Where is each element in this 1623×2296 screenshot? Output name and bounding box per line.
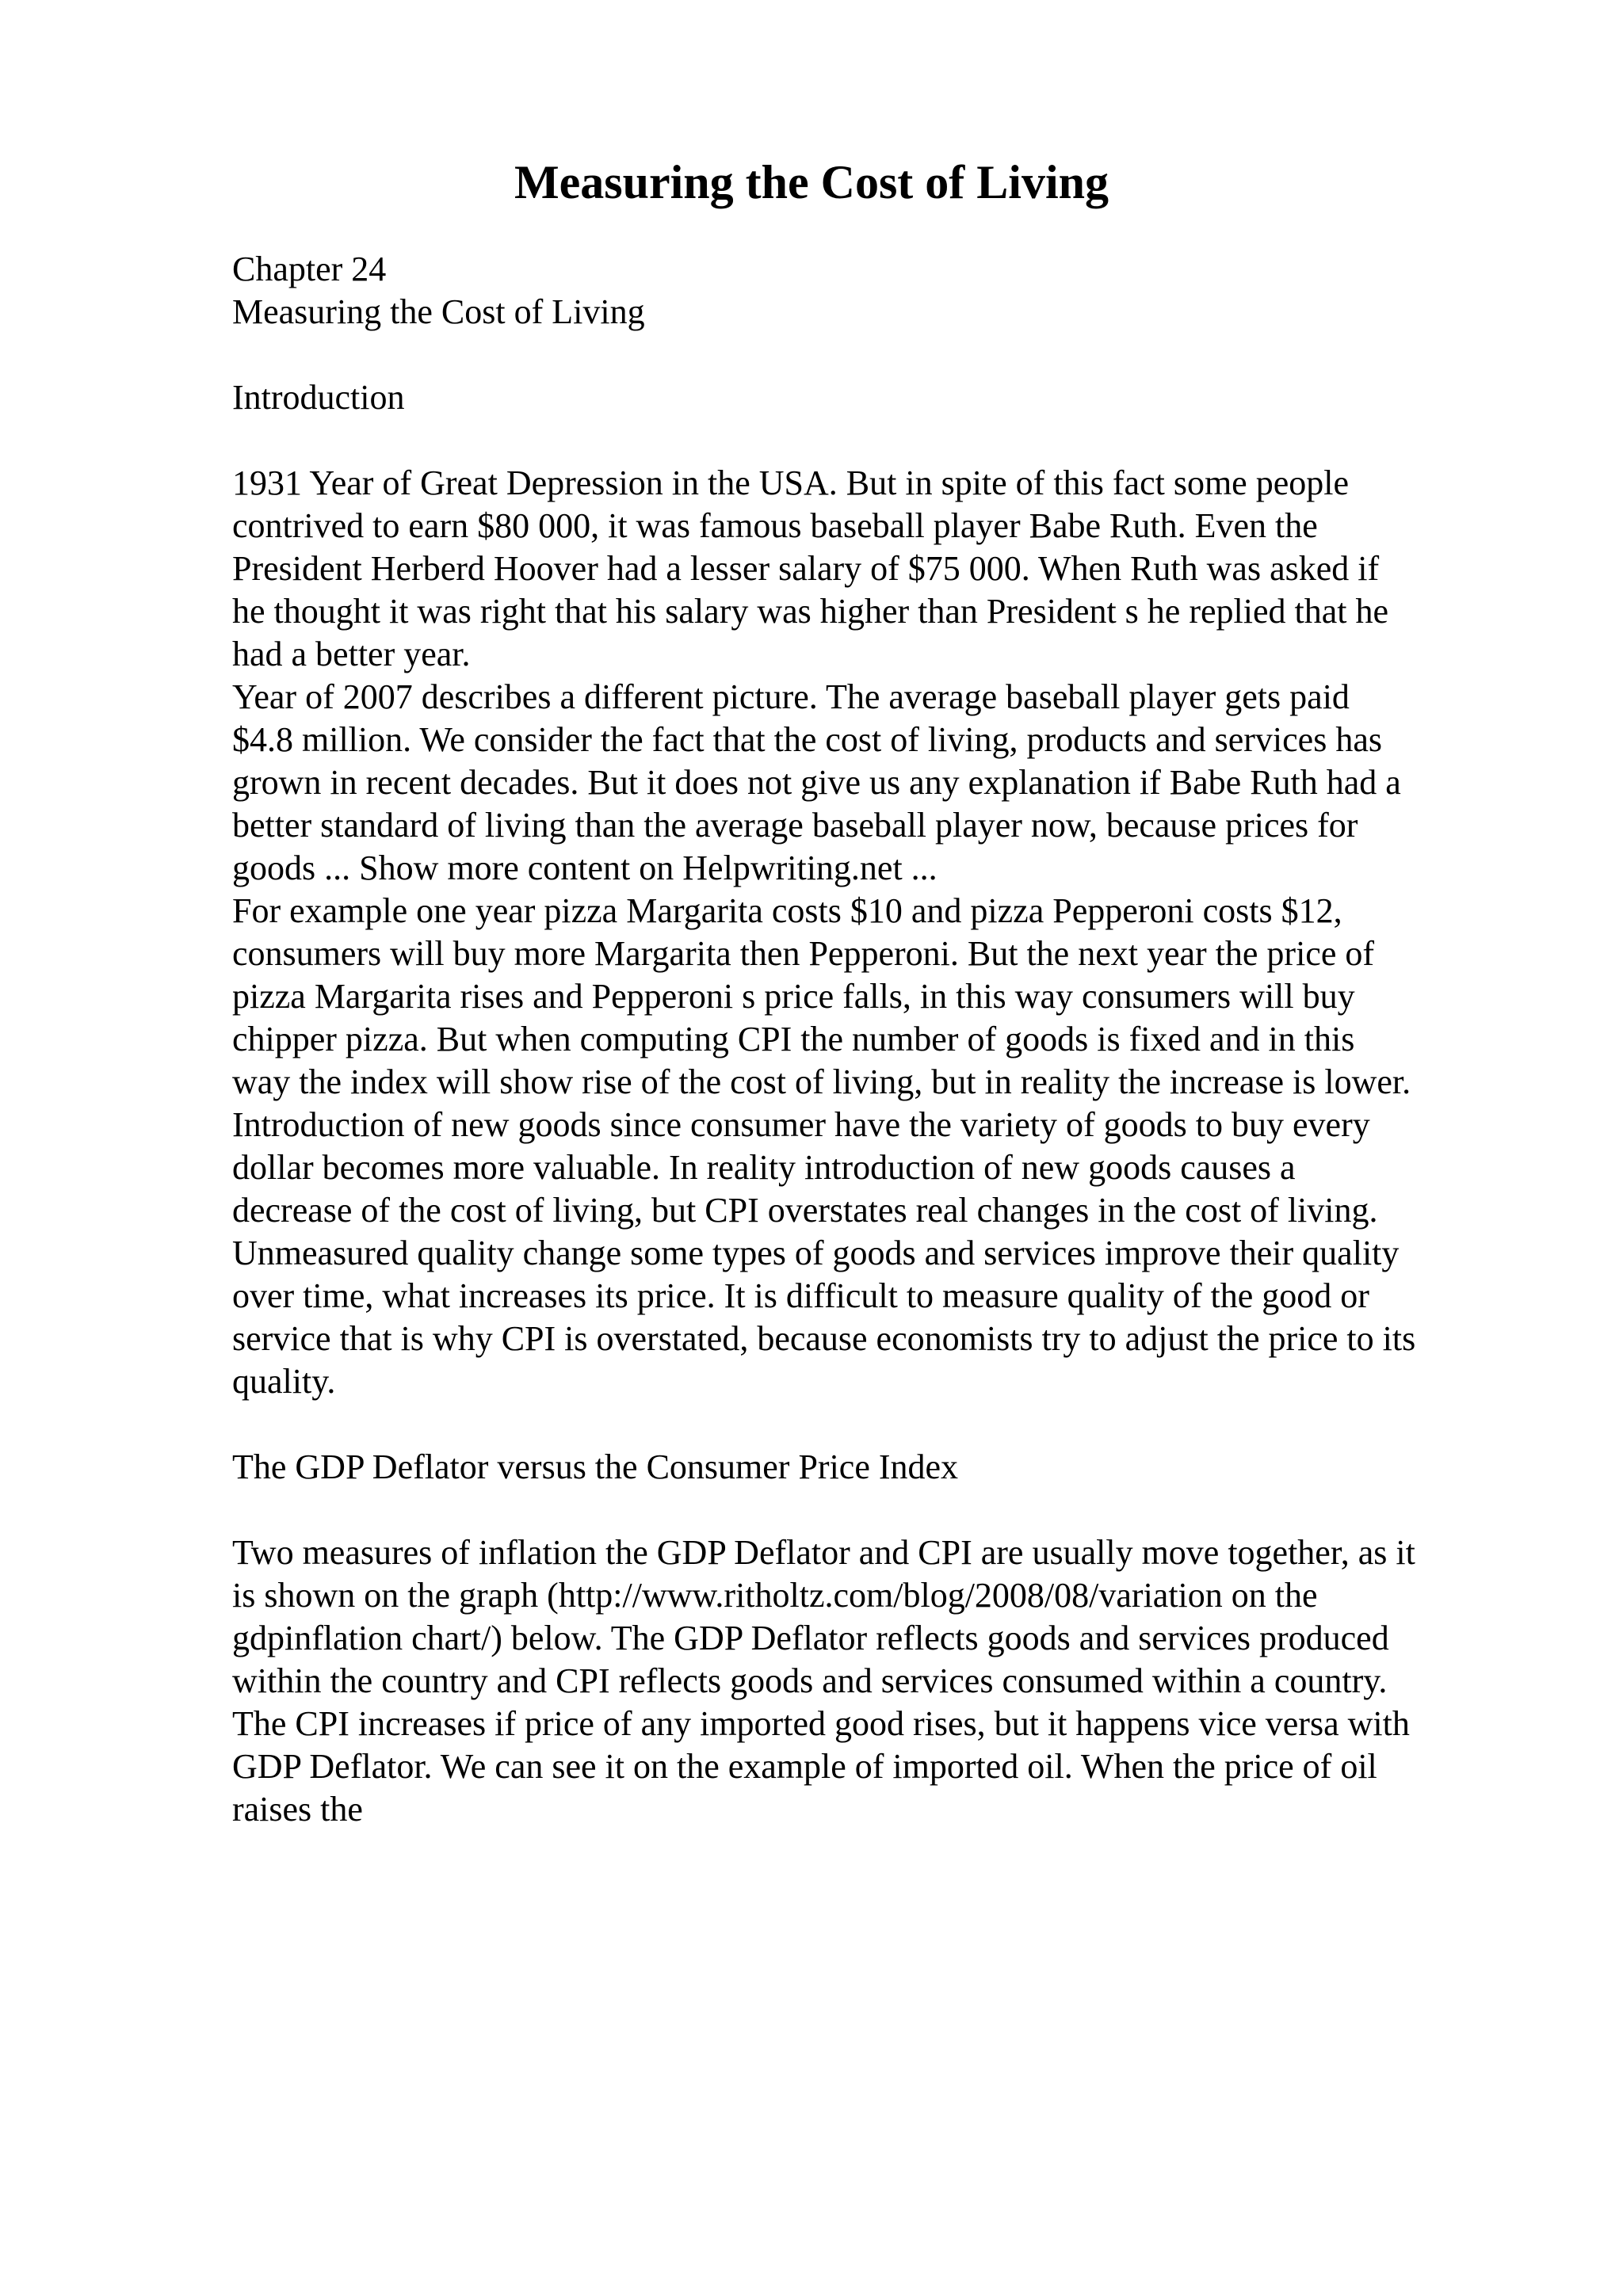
text-line: raises the [232,1790,363,1829]
introduction-text [232,462,1500,1403]
text-line: Two measures of inflation the GDP Deflator and CPI are usually move together, as it [232,1533,1415,1572]
text-line: grown in recent decades. But it does not give us any explanation if Babe Ruth had a [232,763,1401,802]
text-line: quality. [232,1362,336,1401]
paragraph-gap [232,1489,1500,1531]
text-line: Introduction of new goods since consumer have the variety of goods to buy every [232,1105,1370,1144]
document-body [232,248,1500,1831]
text-line: $4.8 million. We consider the fact that the cost of living, products and services has [232,720,1382,759]
text-line: GDP Deflator. We can see it on the example of imported oil. When the price of oil [232,1747,1377,1786]
section-heading-gdp-deflator: The GDP Deflator versus the Consumer Price Index [232,1447,959,1486]
text-line: dollar becomes more valuable. In reality introduction of new goods causes a [232,1148,1296,1187]
text-line: had a better year. [232,635,471,673]
text-line: goods ... Show more content on Helpwriting.net ... [232,849,938,887]
text-line: better standard of living than the average baseball player now, because prices for [232,806,1358,845]
text-line: Unmeasured quality change some types of goods and services improve their quality [232,1234,1400,1272]
text-line: pizza Margarita rises and Pepperoni s price falls, in this way consumers will buy [232,977,1355,1016]
text-line: over time, what increases its price. It is difficult to measure quality of the good or [232,1276,1369,1315]
chapter-subtitle: Measuring the Cost of Living [232,292,645,331]
text-line: contrived to earn $80 000, it was famous baseball player Babe Ruth. Even the [232,506,1318,545]
text-line: consumers will buy more Margarita then Pepperoni. But the next year the price of [232,934,1374,973]
text-line: decrease of the cost of living, but CPI overstates real changes in the cost of living. [232,1191,1378,1230]
text-line: way the index will show rise of the cost of living, but in reality the increase is lower. [232,1062,1411,1101]
gdp-deflator-text [232,1531,1500,1831]
text-line: service that is why CPI is overstated, because economists try to adjust the price to its [232,1319,1416,1358]
text-line: 1931 Year of Great Depression in the USA. But in spite of this fact some people [232,463,1349,502]
text-line: Year of 2007 describes a different picture. The average baseball player gets paid [232,677,1350,716]
paragraph-gap [232,1403,1500,1446]
chapter-label: Chapter 24 [232,250,387,288]
text-line: is shown on the graph (http://www.ritholtz.com/blog/2008/08/variation on the [232,1576,1318,1615]
text-line: he thought it was right that his salary was higher than President s he replied that he [232,592,1389,631]
text-line: gdpinflation chart/) below. The GDP Deflator reflects goods and services produced [232,1619,1389,1657]
text-line: chipper pizza. But when computing CPI the number of goods is fixed and in this [232,1020,1355,1058]
paragraph-gap [232,419,1500,462]
document-title: Measuring the Cost of Living [514,156,1109,208]
paragraph-gap [232,334,1500,376]
text-line: within the country and CPI reflects goods and services consumed within a country. [232,1661,1388,1700]
text-line: The CPI increases if price of any imported good rises, but it happens vice versa with [232,1704,1410,1743]
text-line: For example one year pizza Margarita costs $10 and pizza Pepperoni costs $12, [232,891,1342,930]
text-line: President Herberd Hoover had a lesser salary of $75 000. When Ruth was asked if [232,549,1380,588]
section-heading-introduction: Introduction [232,378,405,417]
